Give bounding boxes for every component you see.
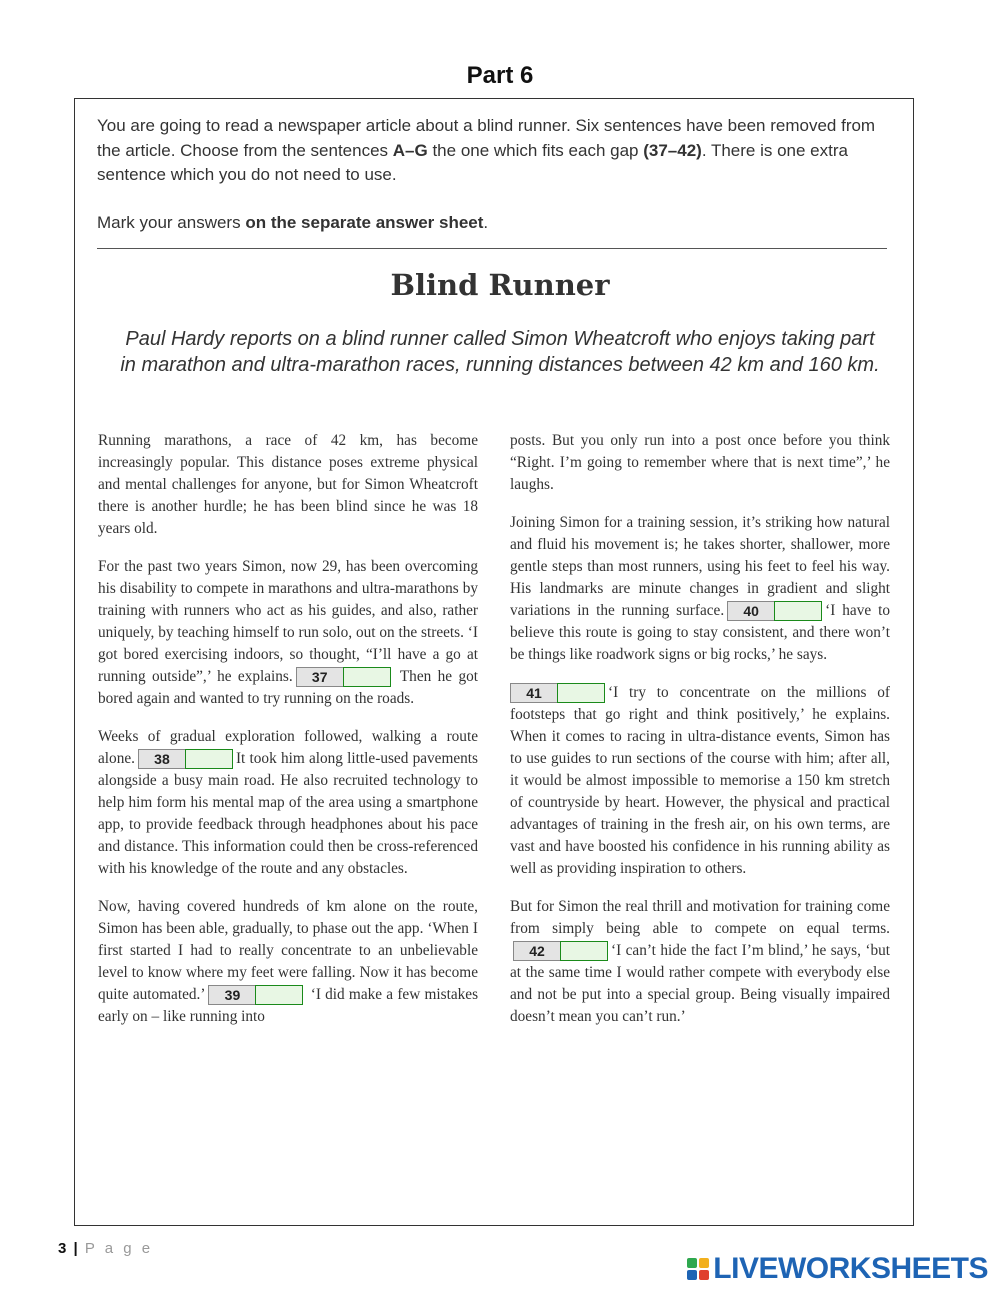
instructions-text: You are going to read a newspaper article about a blind runner. Six sentences have been removed from the article. Choose from the sentences A–G the one which fits each gap (37–42). There is one extra sentence which you do not need to use. — [97, 116, 876, 184]
article-column-right — [510, 430, 890, 1044]
part-title: Part 6 — [466, 62, 534, 89]
article-standfirst: Paul Hardy reports on a blind runner called Simon Wheatcroft who enjoys taking part in marathon and ultra-marathon races, running distances between 42 km and 160 km. — [120, 328, 880, 376]
answer-input-42[interactable] — [560, 941, 608, 961]
gap-number: 39 — [208, 985, 256, 1005]
gap-number: 42 — [513, 941, 561, 961]
paragraph: Running marathons, a race of 42 km, has become increasingly popular. This distance poses extreme physical and mental challenges for anyone, but for Simon Wheatcroft there is another hurdle; he has been blind since he was 18 years old. — [98, 432, 478, 537]
answer-input-38[interactable] — [185, 749, 233, 769]
gap-38 — [138, 749, 233, 769]
gap-40 — [727, 601, 822, 621]
answer-input-40[interactable] — [774, 601, 822, 621]
paragraph: Now, having covered hundreds of km alone on the route, Simon has been able, gradually, to phase out the app. ‘When I first started I had to really concentrate to an unbelievable level to know where my feet were falling. Now it has become quite automated.’ 39 ‘I did make a few mistakes early on – like running into — [98, 898, 479, 1025]
gap-39 — [208, 985, 303, 1005]
gap-number: 37 — [296, 667, 344, 687]
paragraph: posts. But you only run into a post once before you think “Right. I’m going to remember where that is next time”,’ he laughs. — [510, 432, 890, 493]
paragraph: But for Simon the real thrill and motivation for training come from simply being able to compete on equal terms.42 ‘I can’t hide the fact I’m blind,’ he says, ‘but at the same time I would rather compete with everybody else and not be put into a special group. Being visually impaired doesn’t mean you can’t run.’ — [510, 898, 890, 1025]
gap-number: 40 — [727, 601, 775, 621]
paragraph: For the past two years Simon, now 29, has been overcoming his disability to compete in marathons and ultra-marathons by training with runners who act as his guides, and also, rather uniquely, by teaching himself to run solo, out on the streets. ‘I got bored exercising indoors, so thought, “I’ll have a go at running outside”,’ he explains. 37 Then he got bored again and wanted to try running on the roads. — [98, 558, 478, 707]
gap-number: 41 — [510, 683, 558, 703]
paragraph: Joining Simon for a training session, it’s striking how natural and fluid his movement is; he takes shorter, shallower, more gentle steps than most runners, using his feet to feel his way. His landmarks are minute changes in gradient and slight variations in the running surface. 40 ‘I have to believe this route is going to stay consistent, and there won’t be things like roadwork signs or big rocks,’ he says. — [510, 514, 890, 663]
gap-41 — [510, 683, 605, 703]
answer-input-39[interactable] — [255, 985, 303, 1005]
article-column-left — [98, 430, 478, 1044]
liveworksheets-logo: LIVEWORKSHEETS — [687, 1252, 988, 1286]
page-footer: 3 | P a g e — [58, 1240, 154, 1257]
divider — [97, 248, 887, 249]
gap-42 — [513, 941, 608, 961]
logo-icon — [687, 1258, 709, 1280]
mark-answers-text: Mark your answers on the separate answer sheet. — [97, 212, 489, 232]
answer-input-41[interactable] — [557, 683, 605, 703]
gap-number: 38 — [138, 749, 186, 769]
answer-input-37[interactable] — [343, 667, 391, 687]
article-headline: Blind Runner — [390, 268, 610, 302]
gap-37 — [296, 667, 391, 687]
instructions — [97, 114, 897, 235]
paragraph: Weeks of gradual exploration followed, walking a route alone. 38 It took him along little-used pavements alongside a busy main road. He also recruited technology to help him form his mental map of the area using a smartphone app, to provide feedback through headphones about his pace and distance. This information could then be cross-referenced with his knowledge of the route and any obstacles. — [98, 728, 478, 877]
paragraph: 41 ‘I try to concentrate on the millions of footsteps that go right and think positively,’ he explains. When it comes to racing in ultra-distance events, Simon has to use guides to run sections of the course with him; after all, it would be almost impossible to memorise a 150 km stretch of countryside by heart. However, the physical and practical advantages of training in the fresh air, on his own terms, are vast and have boosted his confidence in his running ability as well as providing inspiration to others. — [510, 684, 890, 877]
